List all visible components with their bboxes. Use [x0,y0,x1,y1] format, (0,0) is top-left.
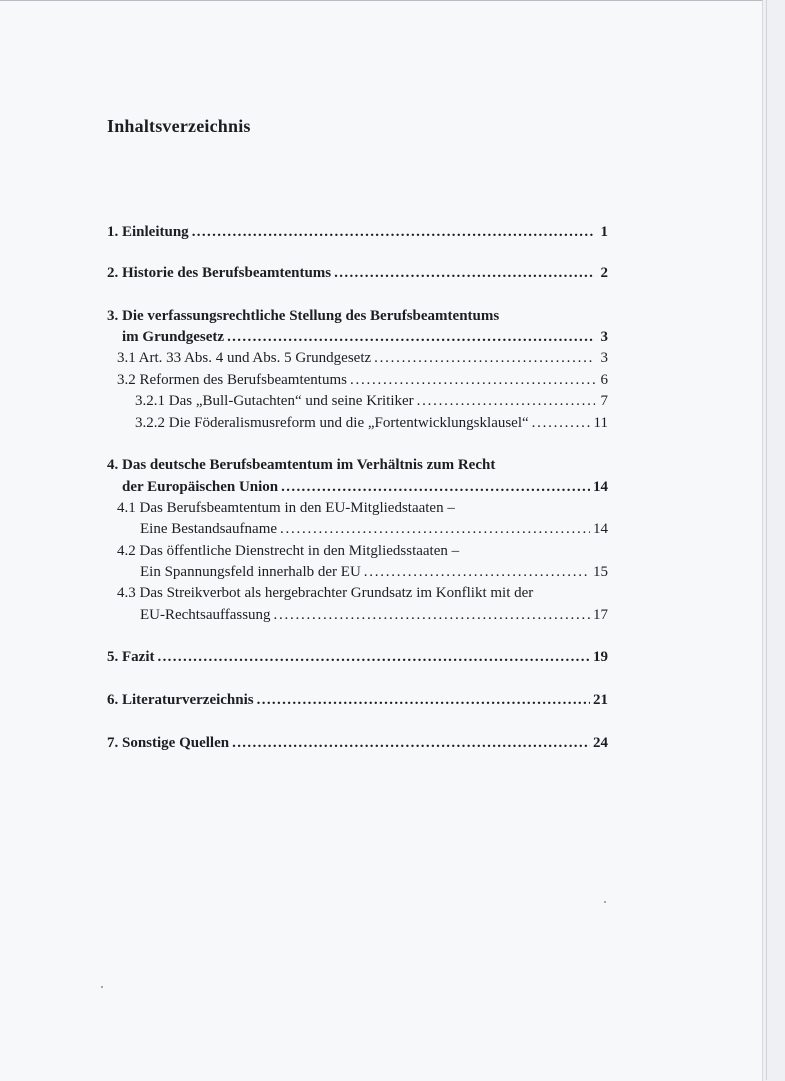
toc-entry-4-line1: 4. Das deutsche Berufsbeamtentum im Verhältnis zum Recht [107,457,496,473]
toc-entry-text: 7. Sonstige Quellen [107,735,230,751]
toc-entry-text: 5. Fazit [107,649,155,665]
toc-entry-text: 6. Literaturverzeichnis [107,692,254,708]
toc-entry-6[interactable] [107,692,608,714]
toc-page-number: 11 [593,415,608,431]
toc-entry-1[interactable] [107,224,608,246]
scan-speck [101,986,103,988]
toc-entry-3-1[interactable] [117,350,608,372]
toc-page-number: 7 [600,393,608,409]
toc-page-number: 15 [593,564,608,580]
dot-leader [532,415,591,432]
scan-speck [604,901,606,903]
toc-entry-text: Eine Bestandsaufname [140,521,278,537]
toc-entry-3-2[interactable] [117,372,608,394]
toc-entry-3-line1: 3. Die verfassungsrechtliche Stellung des Berufsbeamtentums [107,308,500,324]
dot-leader [232,735,590,752]
toc-entry-text: 1. Einleitung [107,224,189,240]
toc-entry-text: 3.2.1 Das „Bull-Gutachten“ und seine Kritiker [135,393,414,409]
toc-entry-4-3-line1: 4.3 Das Streikverbot als hergebrachter Grundsatz im Konflikt mit der [117,585,534,601]
toc-page-number: 19 [593,649,608,665]
toc-entry-4[interactable] [122,479,608,501]
toc-title: Inhaltsverzeichnis [107,116,251,136]
toc-page-number: 1 [600,224,608,240]
toc-page-number: 17 [593,607,608,623]
toc-page-number: 3 [600,350,608,366]
toc-entry-4-1[interactable] [140,521,608,543]
toc-page-number: 24 [593,735,608,751]
page-edge [766,0,767,1080]
toc-entry-text: Ein Spannungsfeld innerhalb der EU [140,564,361,580]
dot-leader [374,350,595,367]
toc-page-number: 6 [600,372,608,388]
toc-page-number: 14 [593,479,608,495]
toc-entry-text: 3.2 Reformen des Berufsbeamtentums [117,372,347,388]
toc-entry-text: der Europäischen Union [122,479,279,495]
dot-leader [281,479,590,496]
dot-leader [417,393,595,410]
toc-entry-4-2[interactable] [140,564,608,586]
dot-leader [227,329,595,346]
toc-entry-3-2-2[interactable] [135,415,608,437]
toc-entry-5[interactable] [107,649,608,671]
toc-page-number: 21 [593,692,608,708]
dot-leader [334,265,595,282]
toc-page-number: 2 [600,265,608,281]
toc-entry-text: im Grundgesetz [122,329,225,345]
dot-leader [274,607,590,624]
toc-entry-3-2-1[interactable] [135,393,608,415]
dot-leader [364,564,590,581]
toc-entry-text: 3.1 Art. 33 Abs. 4 und Abs. 5 Grundgesetz [117,350,372,366]
dot-leader [157,649,590,666]
toc-entry-4-1-line1: 4.1 Das Berufsbeamtentum in den EU-Mitgliedstaaten – [117,500,455,516]
dot-leader [280,521,590,538]
dot-leader [257,692,590,709]
toc-entry-2[interactable] [107,265,608,287]
toc-page-number: 3 [600,329,608,345]
toc-entry-4-2-line1: 4.2 Das öffentliche Dienstrecht in den Mitgliedsstaaten – [117,543,460,559]
toc-page-number: 14 [593,521,608,537]
toc-entry-3[interactable] [122,329,608,351]
toc-entry-7[interactable] [107,735,608,757]
toc-entry-text: 3.2.2 Die Föderalismusreform und die „Fortentwicklungsklausel“ [135,415,529,431]
toc-entry-text: 2. Historie des Berufsbeamtentums [107,265,332,281]
dot-leader [192,224,595,241]
toc-entry-text: EU-Rechtsauffassung [140,607,271,623]
table-of-contents [0,1,762,1081]
dot-leader [350,372,595,389]
toc-entry-4-3[interactable] [140,607,608,629]
